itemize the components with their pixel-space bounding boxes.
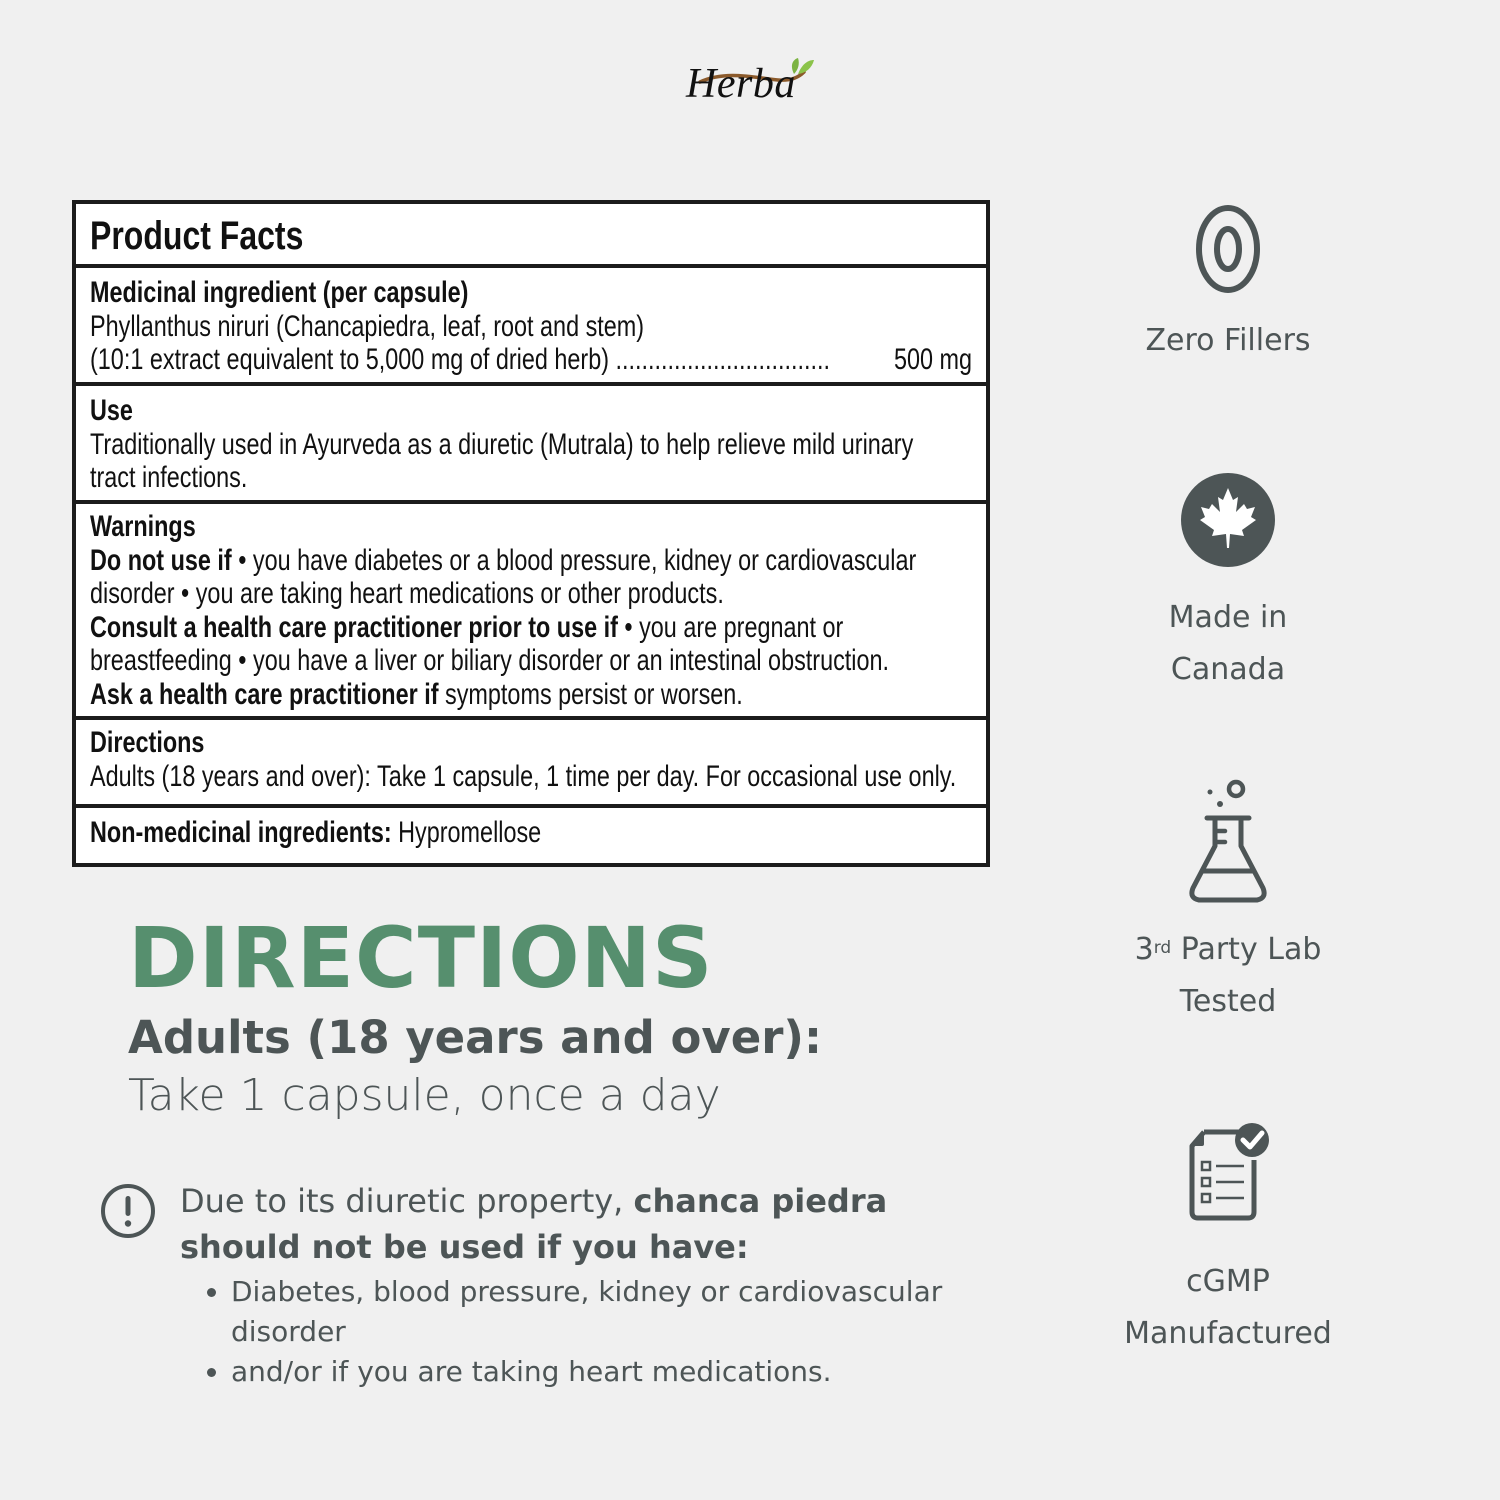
use-line-2: tract infections.	[90, 461, 248, 494]
consult-label: Consult a health care practitioner prior to use if	[90, 610, 618, 644]
badge-label-line-1: cGMP	[1186, 1264, 1270, 1299]
badge-zero-fillers	[1090, 203, 1366, 367]
brand-logo	[686, 52, 816, 108]
badge-third-party-lab	[1090, 776, 1366, 1028]
non-medicinal-label: Non-medicinal ingredients:	[90, 816, 392, 849]
zero-icon	[1194, 203, 1262, 295]
use-heading: Use	[90, 394, 133, 427]
medicinal-amount: 500 mg	[893, 343, 972, 376]
brand-name: Herba	[686, 61, 796, 107]
ask-text: symptoms persist or worsen.	[438, 677, 743, 711]
non-medicinal-row	[76, 808, 986, 850]
alert-message	[180, 1178, 1000, 1270]
consult-text-1: • you are pregnant or	[617, 610, 844, 644]
ask-label: Ask a health care practitioner if	[90, 677, 439, 711]
checklist-icon	[1182, 1120, 1274, 1224]
badge-label-line-2: Tested	[1179, 984, 1277, 1019]
medicinal-ingredient-row	[76, 268, 986, 386]
alert-bullet-list	[205, 1272, 1005, 1392]
list-item: and/or if you are taking heart medications.	[205, 1352, 1005, 1392]
do-not-use-label: Do not use if	[90, 543, 232, 577]
facts-title-row	[76, 204, 986, 268]
badge-label-line-1: 3rd Party Lab	[1134, 932, 1322, 967]
product-facts-table	[72, 200, 990, 867]
directions-heading: Directions	[90, 726, 205, 759]
do-not-use-text-1: • you have diabetes or a blood pressure, kidney or cardiovascular	[231, 543, 917, 577]
do-not-use-text-2: disorder • you are taking heart medications or other products.	[90, 577, 724, 610]
flask-icon	[1183, 776, 1273, 912]
badge-label-line-2: Manufactured	[1124, 1316, 1332, 1351]
directions-text: Adults (18 years and over): Take 1 capsule, 1 time per day. For occasional use only.	[90, 759, 957, 793]
facts-title: Product Facts	[90, 214, 304, 258]
exclamation-circle-icon	[100, 1183, 156, 1239]
use-line-1: Traditionally used in Ayurveda as a diuretic (Mutrala) to help relieve mild urinary	[90, 427, 914, 461]
warnings-row	[76, 504, 986, 720]
badge-cgmp	[1090, 1120, 1366, 1360]
badge-label-line-1: Made in	[1168, 600, 1288, 635]
badge-label: Zero Fillers	[1145, 323, 1311, 358]
medicinal-line-1: Phyllanthus niruri (Chancapiedra, leaf, root and stem)	[90, 309, 645, 343]
directions-row	[76, 720, 986, 808]
badge-made-in-canada	[1090, 472, 1366, 696]
directions-title: DIRECTIONS	[128, 909, 714, 1007]
medicinal-heading: Medicinal ingredient (per capsule)	[90, 276, 469, 309]
non-medicinal-value: Hypromellose	[391, 816, 542, 849]
directions-dosage: Take 1 capsule, once a day	[128, 1070, 721, 1121]
maple-leaf-icon	[1180, 472, 1276, 568]
alert-text-normal: Due to its diuretic property,	[180, 1182, 634, 1220]
medicinal-line-2: (10:1 extract equivalent to 5,000 mg of dried herb) .................................	[90, 343, 831, 376]
badge-label-line-2: Canada	[1170, 652, 1286, 687]
directions-subheading: Adults (18 years and over):	[128, 1011, 822, 1064]
consult-text-2: breastfeeding • you have a liver or biliary disorder or an intestinal obstruction.	[90, 644, 890, 677]
use-row	[76, 386, 986, 504]
warnings-heading: Warnings	[90, 510, 196, 543]
alert-text-bold: chanca piedra should not be used if you have:	[180, 1182, 888, 1266]
list-item: Diabetes, blood pressure, kidney or cardiovascular disorder	[205, 1272, 1001, 1352]
